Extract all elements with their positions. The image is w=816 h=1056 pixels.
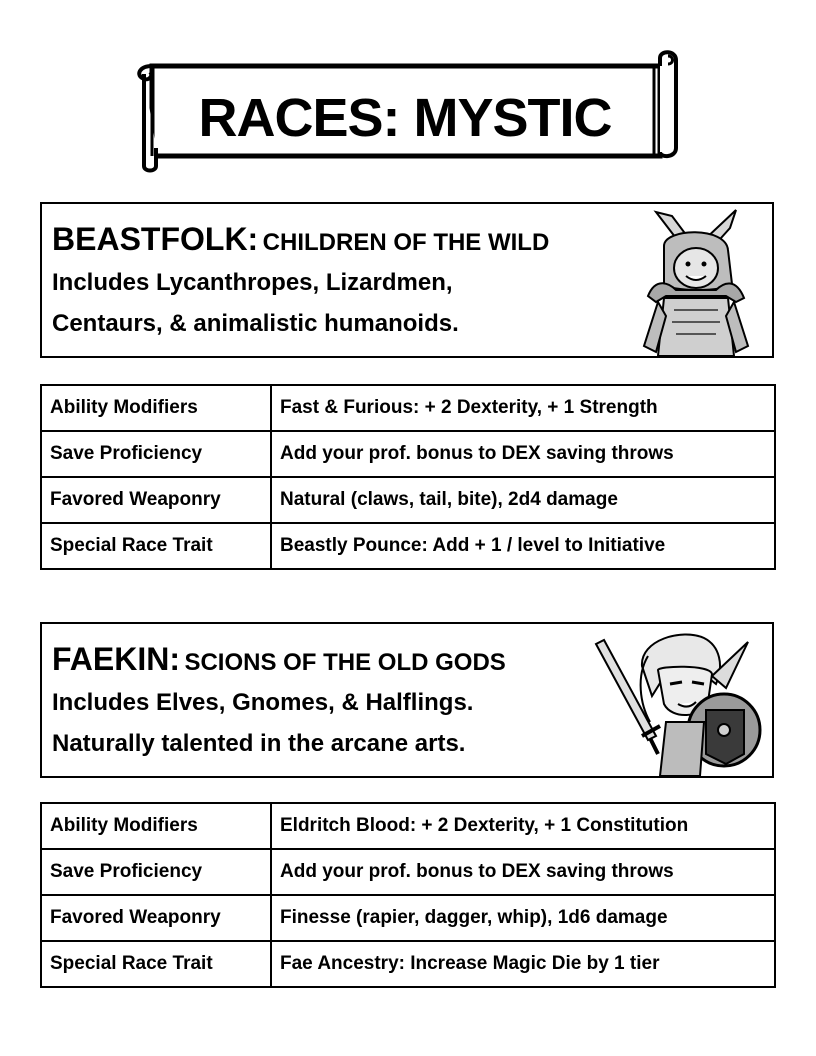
stat-value: Beastly Pounce: Add + 1 / level to Initiative: [271, 523, 775, 569]
stat-label: Favored Weaponry: [41, 477, 271, 523]
race-subtitle: CHILDREN OF THE WILD: [262, 229, 550, 256]
table-row: [41, 385, 775, 431]
title-banner: [130, 44, 686, 178]
table-row: [41, 895, 775, 941]
race-header-faekin: [40, 622, 774, 778]
table-row: [41, 431, 775, 477]
race-name: BEASTFOLK:: [52, 221, 259, 257]
race-description-line-1: Includes Lycanthropes, Lizardmen,: [52, 269, 453, 296]
table-row: [41, 477, 775, 523]
stat-value: Fast & Furious: + 2 Dexterity, + 1 Strength: [271, 385, 775, 431]
stat-value: Fae Ancestry: Increase Magic Die by 1 tier: [271, 941, 775, 987]
stat-label: Save Proficiency: [41, 431, 271, 477]
page-title: RACES: MYSTIC: [198, 88, 612, 148]
stat-label: Save Proficiency: [41, 849, 271, 895]
race-header-beastfolk: [40, 202, 774, 358]
stat-value: Natural (claws, tail, bite), 2d4 damage: [271, 477, 775, 523]
race-title-line: [52, 636, 612, 682]
race-description-line-2: Naturally talented in the arcane arts.: [52, 730, 466, 757]
stat-table-faekin: [40, 802, 776, 988]
stat-label: Special Race Trait: [41, 941, 271, 987]
stat-value: Add your prof. bonus to DEX saving throws: [271, 431, 775, 477]
table-row: [41, 941, 775, 987]
race-text-block: [52, 636, 612, 764]
race-subtitle: SCIONS OF THE OLD GODS: [184, 649, 506, 676]
beastfolk-portrait-icon: [586, 206, 766, 356]
race-name: FAEKIN:: [52, 641, 180, 677]
stat-label: Ability Modifiers: [41, 385, 271, 431]
stat-table-beastfolk: [40, 384, 776, 570]
race-description-line-1: Includes Elves, Gnomes, & Halflings.: [52, 689, 474, 716]
stat-value: Add your prof. bonus to DEX saving throws: [271, 849, 775, 895]
stat-value: Eldritch Blood: + 2 Dexterity, + 1 Constitution: [271, 803, 775, 849]
stat-label: Special Race Trait: [41, 523, 271, 569]
faekin-portrait-icon: [586, 626, 766, 776]
table-row: [41, 803, 775, 849]
stat-value: Finesse (rapier, dagger, whip), 1d6 damage: [271, 895, 775, 941]
stat-label: Favored Weaponry: [41, 895, 271, 941]
race-description-line-2: Centaurs, & animalistic humanoids.: [52, 310, 459, 337]
race-text-block: [52, 216, 612, 344]
race-title-line: [52, 216, 612, 262]
table-row: [41, 523, 775, 569]
table-row: [41, 849, 775, 895]
stat-label: Ability Modifiers: [41, 803, 271, 849]
